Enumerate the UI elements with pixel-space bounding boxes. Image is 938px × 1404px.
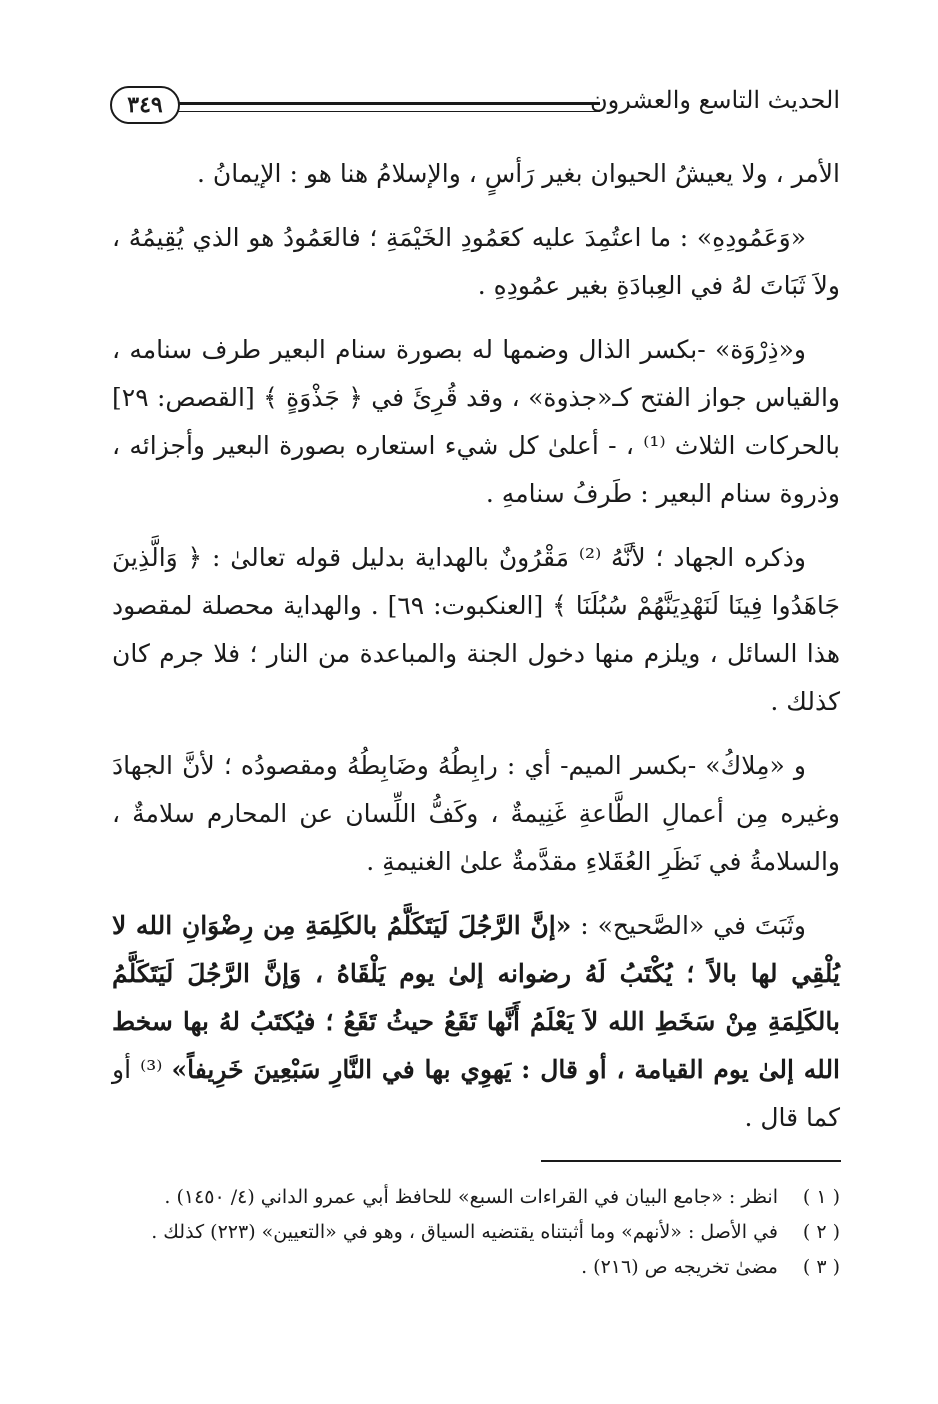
page-number: ٣٤٩ — [110, 86, 180, 124]
paragraph: و «مِلاكُ» -بكسر الميم- أي : رابِطُهُ وضَابِطُهُ ومقصودُه ؛ لأنَّ الجهادَ وغيره مِن أعمالِ الطَّاعةِ غَنِيمةٌ ، وكَفُّ اللِّسان عن المحارم سلامةٌ ، والسلامةُ في نَظَرِ العُقَلاءِ مقدَّمةٌ علىٰ الغنيمةِ . — [112, 751, 840, 876]
main-text — [112, 150, 840, 1158]
hadith-paragraph — [112, 902, 840, 1142]
header-divider — [178, 102, 600, 112]
hadith-quote: «إنَّ الرَّجُلَ لَيَتَكَلَّمُ بالكَلِمَةِ مِن رِضْوَانِ الله لا يُلْقِي لها بالاً ؛ يُكْتَبُ لَهُ رضوانه إلىٰ يوم يَلْقَاهُ ، وَإنَّ الرَّجُلَ لَيَتَكَلَّمُ بالكَلِمَةِ مِنْ سَخَطِ الله لاَ يَعْلَمُ أَنَّها تَقَعُ حيثُ تَقَعُ ؛ فيُكتَبُ لهُ بها سخط الله إلىٰ يوم القيامة ، أو قال : يَهوِي بها في النَّارِ سَبْعِينَ خَرِيفاً» — [112, 911, 841, 1084]
page-header — [110, 82, 840, 130]
hadith-intro: وثَبَتَ في «الصَّحيح» : — [571, 911, 806, 940]
footnote — [112, 1250, 840, 1285]
footnote-divider — [541, 1160, 841, 1162]
footnote-ref: ⁽³⁾ — [131, 1055, 172, 1084]
footnote — [112, 1180, 840, 1215]
paragraph: وذكره الجهاد ؛ لأنَّهُ ⁽²⁾ مَقْرُونٌ بالهداية بدليل قوله تعالىٰ : ﴿ وَالَّذِينَ جَاهَدُوا فِينَا لَنَهْدِيَنَّهُمْ سُبُلَنَا ﴾ [العنكبوت: ٦٩] . والهداية محصلة لمقصود هذا السائل ، ويلزم منها دخول الجنة والمباعدة من النار ؛ فلا جرم كان كذلك . — [112, 543, 840, 716]
running-title: الحديث التاسع والعشرون — [589, 86, 840, 114]
paragraph: «وَعَمُودِهِ» : ما اعتُمِدَ عليه كعَمُودِ الخَيْمَةِ ؛ فالعَمُودُ هو الذي يُقِيمُهُ ، ولاَ ثَبَاتَ لهُ في العِبادَةِ بغير عمُودِهِ . — [112, 223, 840, 300]
paragraph: الأمر ، ولا يعيشُ الحيوان بغير رَأسٍ ، والإسلامُ هنا هو : الإيمانُ . — [197, 159, 840, 188]
footnote-number: ( ٢ ) — [802, 1221, 840, 1243]
footnote — [112, 1215, 840, 1250]
footnote-number: ( ٣ ) — [802, 1256, 840, 1278]
hadith-outro: أو كما قال . — [112, 1055, 840, 1132]
paragraph: و«ذِرْوَة» -بكسر الذال وضمها له بصورة سنام البعير طرف سنامه ، والقياس جواز الفتح كـ«جذوة» ، وقد قُرِئَ في ﴿ جَذْوَةٍ ﴾ [القصص: ٢٩] بالحركات الثلاث ⁽¹⁾ ، - أعلىٰ كل شيء استعاره بصورة البعير وأجزائه ، وذروة سنام البعير : طَرفُ سنامهِ . — [112, 335, 840, 508]
footnote-text: انظر : «جامع البيان في القراءات السبع» للحافظ أبي عمرو الداني (٤/ ١٤٥٠) . — [164, 1186, 778, 1208]
footnote-number: ( ١ ) — [802, 1186, 840, 1208]
footnote-text: في الأصل : «لأنهم» وما أثبتناه يقتضيه السياق ، وهو في «التعيين» (٢٢٣) كذلك . — [151, 1221, 778, 1243]
footnotes — [112, 1180, 840, 1285]
footnote-text: مضىٰ تخريجه ص (٢١٦) . — [581, 1256, 778, 1278]
